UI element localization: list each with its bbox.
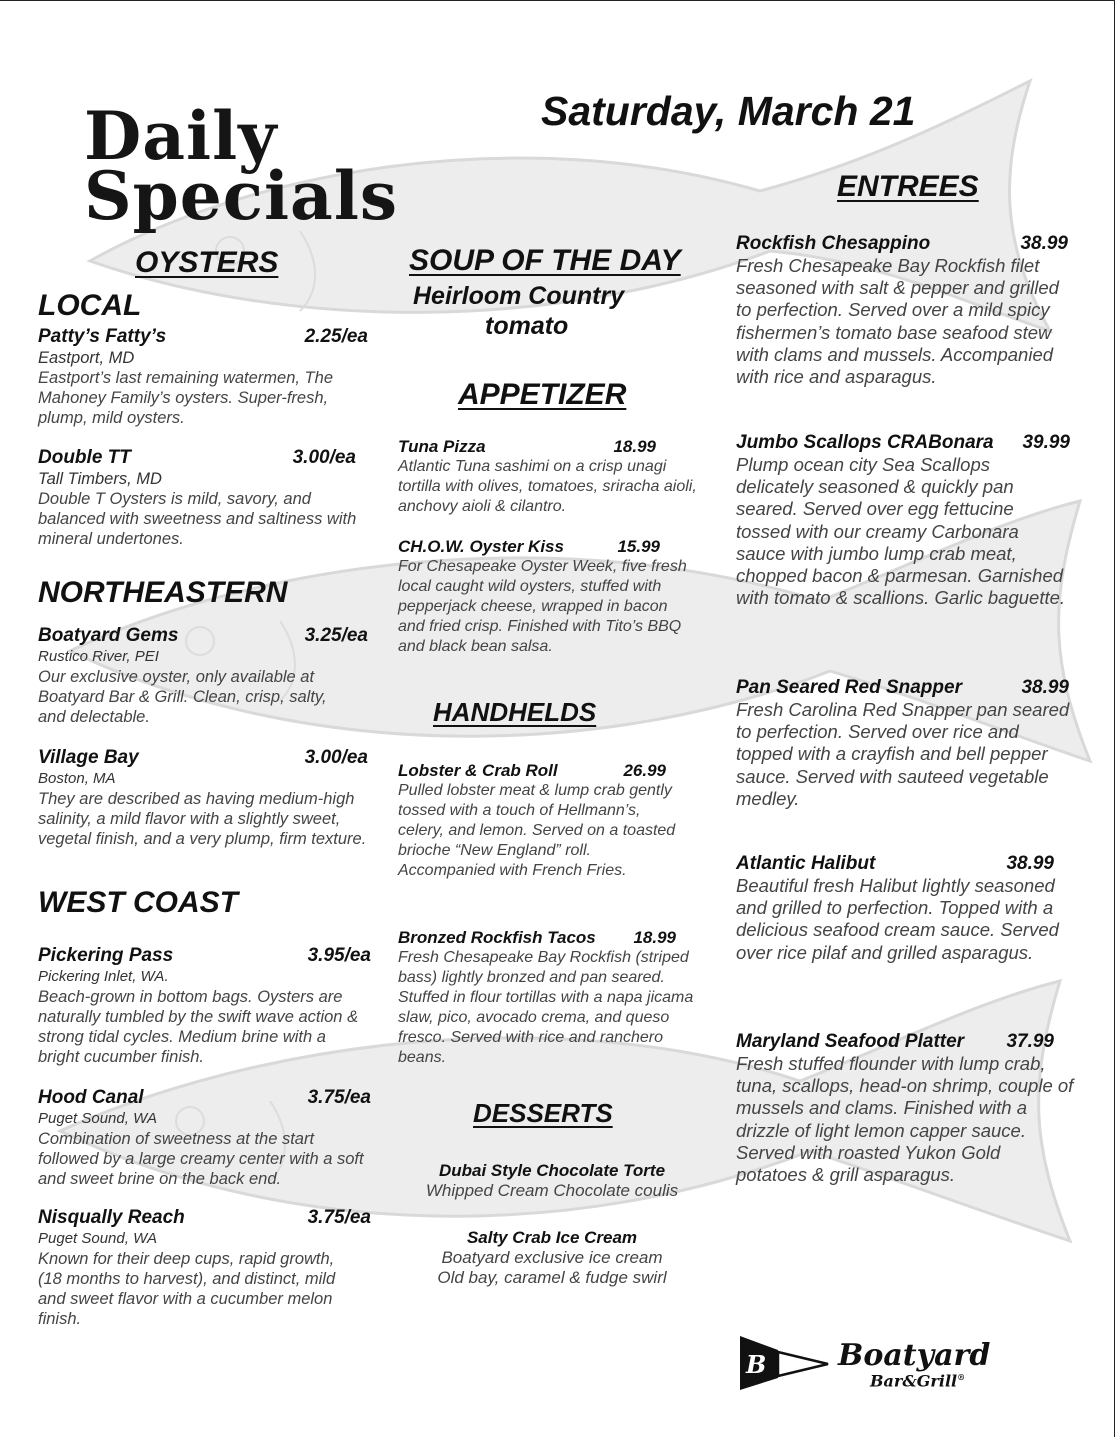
item-price: 15.99 <box>617 537 660 556</box>
item-name: Nisqually Reach <box>38 1207 185 1228</box>
item-location: Rustico River, PEI <box>38 648 159 665</box>
item-price: 3.00/ea <box>304 747 368 768</box>
item-name: Patty’s Fatty’s <box>38 326 167 347</box>
item-name: Boatyard Gems <box>38 625 179 646</box>
appetizer-item <box>398 536 698 657</box>
entree-item <box>736 677 1076 810</box>
soup-heading: SOUP OF THE DAY <box>409 244 681 277</box>
desserts-heading: DESSERTS <box>473 1098 613 1128</box>
item-location: Puget Sound, WA <box>38 1230 157 1247</box>
item-name: Tuna Pizza <box>398 437 486 456</box>
group-heading-west-coast: WEST COAST <box>38 886 238 919</box>
oyster-item <box>38 1087 371 1189</box>
oyster-item <box>38 625 368 727</box>
item-price: 3.00/ea <box>292 447 356 468</box>
oyster-item <box>38 326 368 428</box>
item-name: Village Bay <box>38 747 139 768</box>
item-price: 38.99 <box>1021 677 1069 698</box>
item-location: Tall Timbers, MD <box>38 470 162 488</box>
pennant-flag-icon <box>738 1333 838 1393</box>
item-description: Pulled lobster meat & lump crab gently tossed with a touch of Hellmann’s, celery, and lemon. Served on a toasted brioche “New England” roll. Accompanied with French Fries. <box>398 782 676 879</box>
oyster-item <box>38 1207 371 1329</box>
logo-tagline <box>870 1373 965 1389</box>
oyster-item <box>38 945 371 1067</box>
item-description: Known for their deep cups, rapid growth, (18 months to harvest), and distinct, mild and sweet flavor with a cucumber melon finish. <box>38 1250 336 1328</box>
item-description: Fresh stuffed flounder with lump crab, tuna, scallops, head-on shrimp, couple of mussels and clams. Finished with a drizzle of light lemon capper sauce. Served with roasted Yukon Gold potatoes & grill asparagus. <box>736 1053 1074 1186</box>
dessert-item <box>398 1161 706 1201</box>
item-location: Boston, MA <box>38 770 116 787</box>
item-price: 3.75/ea <box>307 1207 371 1228</box>
item-name: Double TT <box>38 447 131 468</box>
item-name: Jumbo Scallops CRABonara <box>736 432 994 453</box>
item-price: 38.99 <box>1020 233 1068 254</box>
item-location: Pickering Inlet, WA. <box>38 968 169 985</box>
item-description: They are described as having medium-high salinity, a mild flavor with a slightly sweet, vegetal finish, and a very plump, firm texture. <box>38 790 367 848</box>
item-name: Bronzed Rockfish Tacos <box>398 928 596 947</box>
oysters-heading: OYSTERS <box>135 246 279 279</box>
appetizer-heading: APPETIZER <box>458 378 627 411</box>
dessert-description-line1: Boatyard exclusive ice cream <box>441 1248 663 1267</box>
dessert-item <box>398 1228 706 1288</box>
item-description: For Chesapeake Oyster Week, five fresh local caught wild oysters, stuffed with pepperjack cheese, wrapped in bacon and fried crisp. Finished with Tito’s BBQ and black bean salsa. <box>398 558 687 655</box>
item-description: Fresh Carolina Red Snapper pan seared to perfection. Served over rice and topped with a crayfish and bell pepper sauce. Served with sauteed vegetable medley. <box>736 699 1070 809</box>
entree-item <box>736 233 1076 388</box>
item-price: 18.99 <box>633 928 676 947</box>
item-description: Fresh Chesapeake Bay Rockfish filet seasoned with salt & pepper and grilled to perfection. Served over a mild spicy fishermen’s tomato base seafood stew with clams and mussels. Accompanied with rice and asparagus. <box>736 255 1059 388</box>
item-price: 3.75/ea <box>307 1087 371 1108</box>
soup-name-line2: tomato <box>485 312 569 340</box>
item-price: 39.99 <box>1022 432 1070 453</box>
dessert-description: Whipped Cream Chocolate coulis <box>425 1181 679 1200</box>
handheld-item <box>398 927 708 1068</box>
item-name: Pan Seared Red Snapper <box>736 677 962 698</box>
page-title-daily: Daily <box>84 97 278 175</box>
item-description: Combination of sweetness at the start followed by a large creamy center with a soft and sweet brine on the back end. <box>38 1130 364 1188</box>
logo-wordmark: Boatyard <box>838 1338 991 1373</box>
item-description: Double T Oysters is mild, savory, and balanced with sweetness and saltiness with mineral undertones. <box>38 490 357 548</box>
item-name: Pickering Pass <box>38 945 174 966</box>
item-description: Beautiful fresh Halibut lightly seasoned and grilled to perfection. Topped with a delicious seafood cream sauce. Served over rice pilaf and grilled asparagus. <box>736 875 1059 963</box>
item-description: Plump ocean city Sea Scallops delicately seasoned & quickly pan seared. Served over egg fettucine tossed with our creamy Carbonara sauce with jumbo lump crab meat, chopped bacon & parmesan. Garnished with tomato & scallions. Garlic baguette. <box>736 454 1066 609</box>
entree-item <box>736 1031 1081 1186</box>
logo-mark-letter: B <box>746 1350 767 1379</box>
entrees-heading: ENTREES <box>837 170 979 203</box>
item-description: Our exclusive oyster, only available at Boatyard Bar & Grill. Clean, crisp, salty, and delectable. <box>38 668 327 726</box>
page-title-specials: Specials <box>84 157 399 235</box>
dessert-name: Dubai Style Chocolate Torte <box>438 1161 666 1180</box>
item-price: 37.99 <box>1006 1031 1054 1052</box>
item-name: Maryland Seafood Platter <box>736 1031 965 1052</box>
group-heading-local: LOCAL <box>38 289 142 322</box>
item-description: Beach-grown in bottom bags. Oysters are naturally tumbled by the swift wave action & strong tidal cycles. Medium brine with a bright cucumber finish. <box>38 988 359 1066</box>
item-name: CH.O.W. Oyster Kiss <box>398 537 564 556</box>
item-price: 26.99 <box>623 761 666 780</box>
item-name: Hood Canal <box>38 1087 144 1108</box>
item-name: Lobster & Crab Roll <box>398 761 558 780</box>
item-description: Eastport’s last remaining watermen, The Mahoney Family’s oysters. Super-fresh, plump, mild oysters. <box>38 369 333 427</box>
oyster-item <box>38 447 356 549</box>
item-price: 38.99 <box>1006 853 1054 874</box>
handheld-item <box>398 760 698 881</box>
logo-tagline-text: Bar&Grill <box>870 1371 958 1391</box>
entree-item <box>736 853 1076 964</box>
item-name: Rockfish Chesappino <box>736 233 931 254</box>
item-price: 3.95/ea <box>307 945 371 966</box>
item-description: Fresh Chesapeake Bay Rockfish (striped bass) lightly bronzed and pan seared. Stuffed in flour tortillas with a napa jicama slaw, pico, avocado crema, and queso fresco. Served with rice and ranchero beans. <box>398 949 694 1066</box>
registered-mark: ® <box>957 1372 966 1382</box>
item-price: 3.25/ea <box>304 625 368 646</box>
entree-item <box>736 432 1076 609</box>
item-description: Atlantic Tuna sashimi on a crisp unagi tortilla with olives, tomatoes, sriracha aioli, anchovy aioli & cilantro. <box>398 458 697 515</box>
soup-name-line1: Heirloom Country <box>413 282 625 310</box>
item-name: Atlantic Halibut <box>736 853 876 874</box>
handhelds-heading: HANDHELDS <box>433 697 597 727</box>
item-price: 2.25/ea <box>304 326 368 347</box>
item-price: 18.99 <box>613 437 656 456</box>
item-location: Eastport, MD <box>38 349 135 367</box>
dessert-description-line2: Old bay, caramel & fudge swirl <box>437 1268 667 1287</box>
menu-date: Saturday, March 21 <box>541 88 916 134</box>
item-location: Puget Sound, WA <box>38 1110 157 1127</box>
appetizer-item <box>398 436 708 517</box>
boatyard-logo <box>738 1333 1028 1393</box>
dessert-name: Salty Crab Ice Cream <box>466 1228 638 1247</box>
group-heading-northeastern: NORTHEASTERN <box>38 576 288 609</box>
oyster-item <box>38 747 368 849</box>
